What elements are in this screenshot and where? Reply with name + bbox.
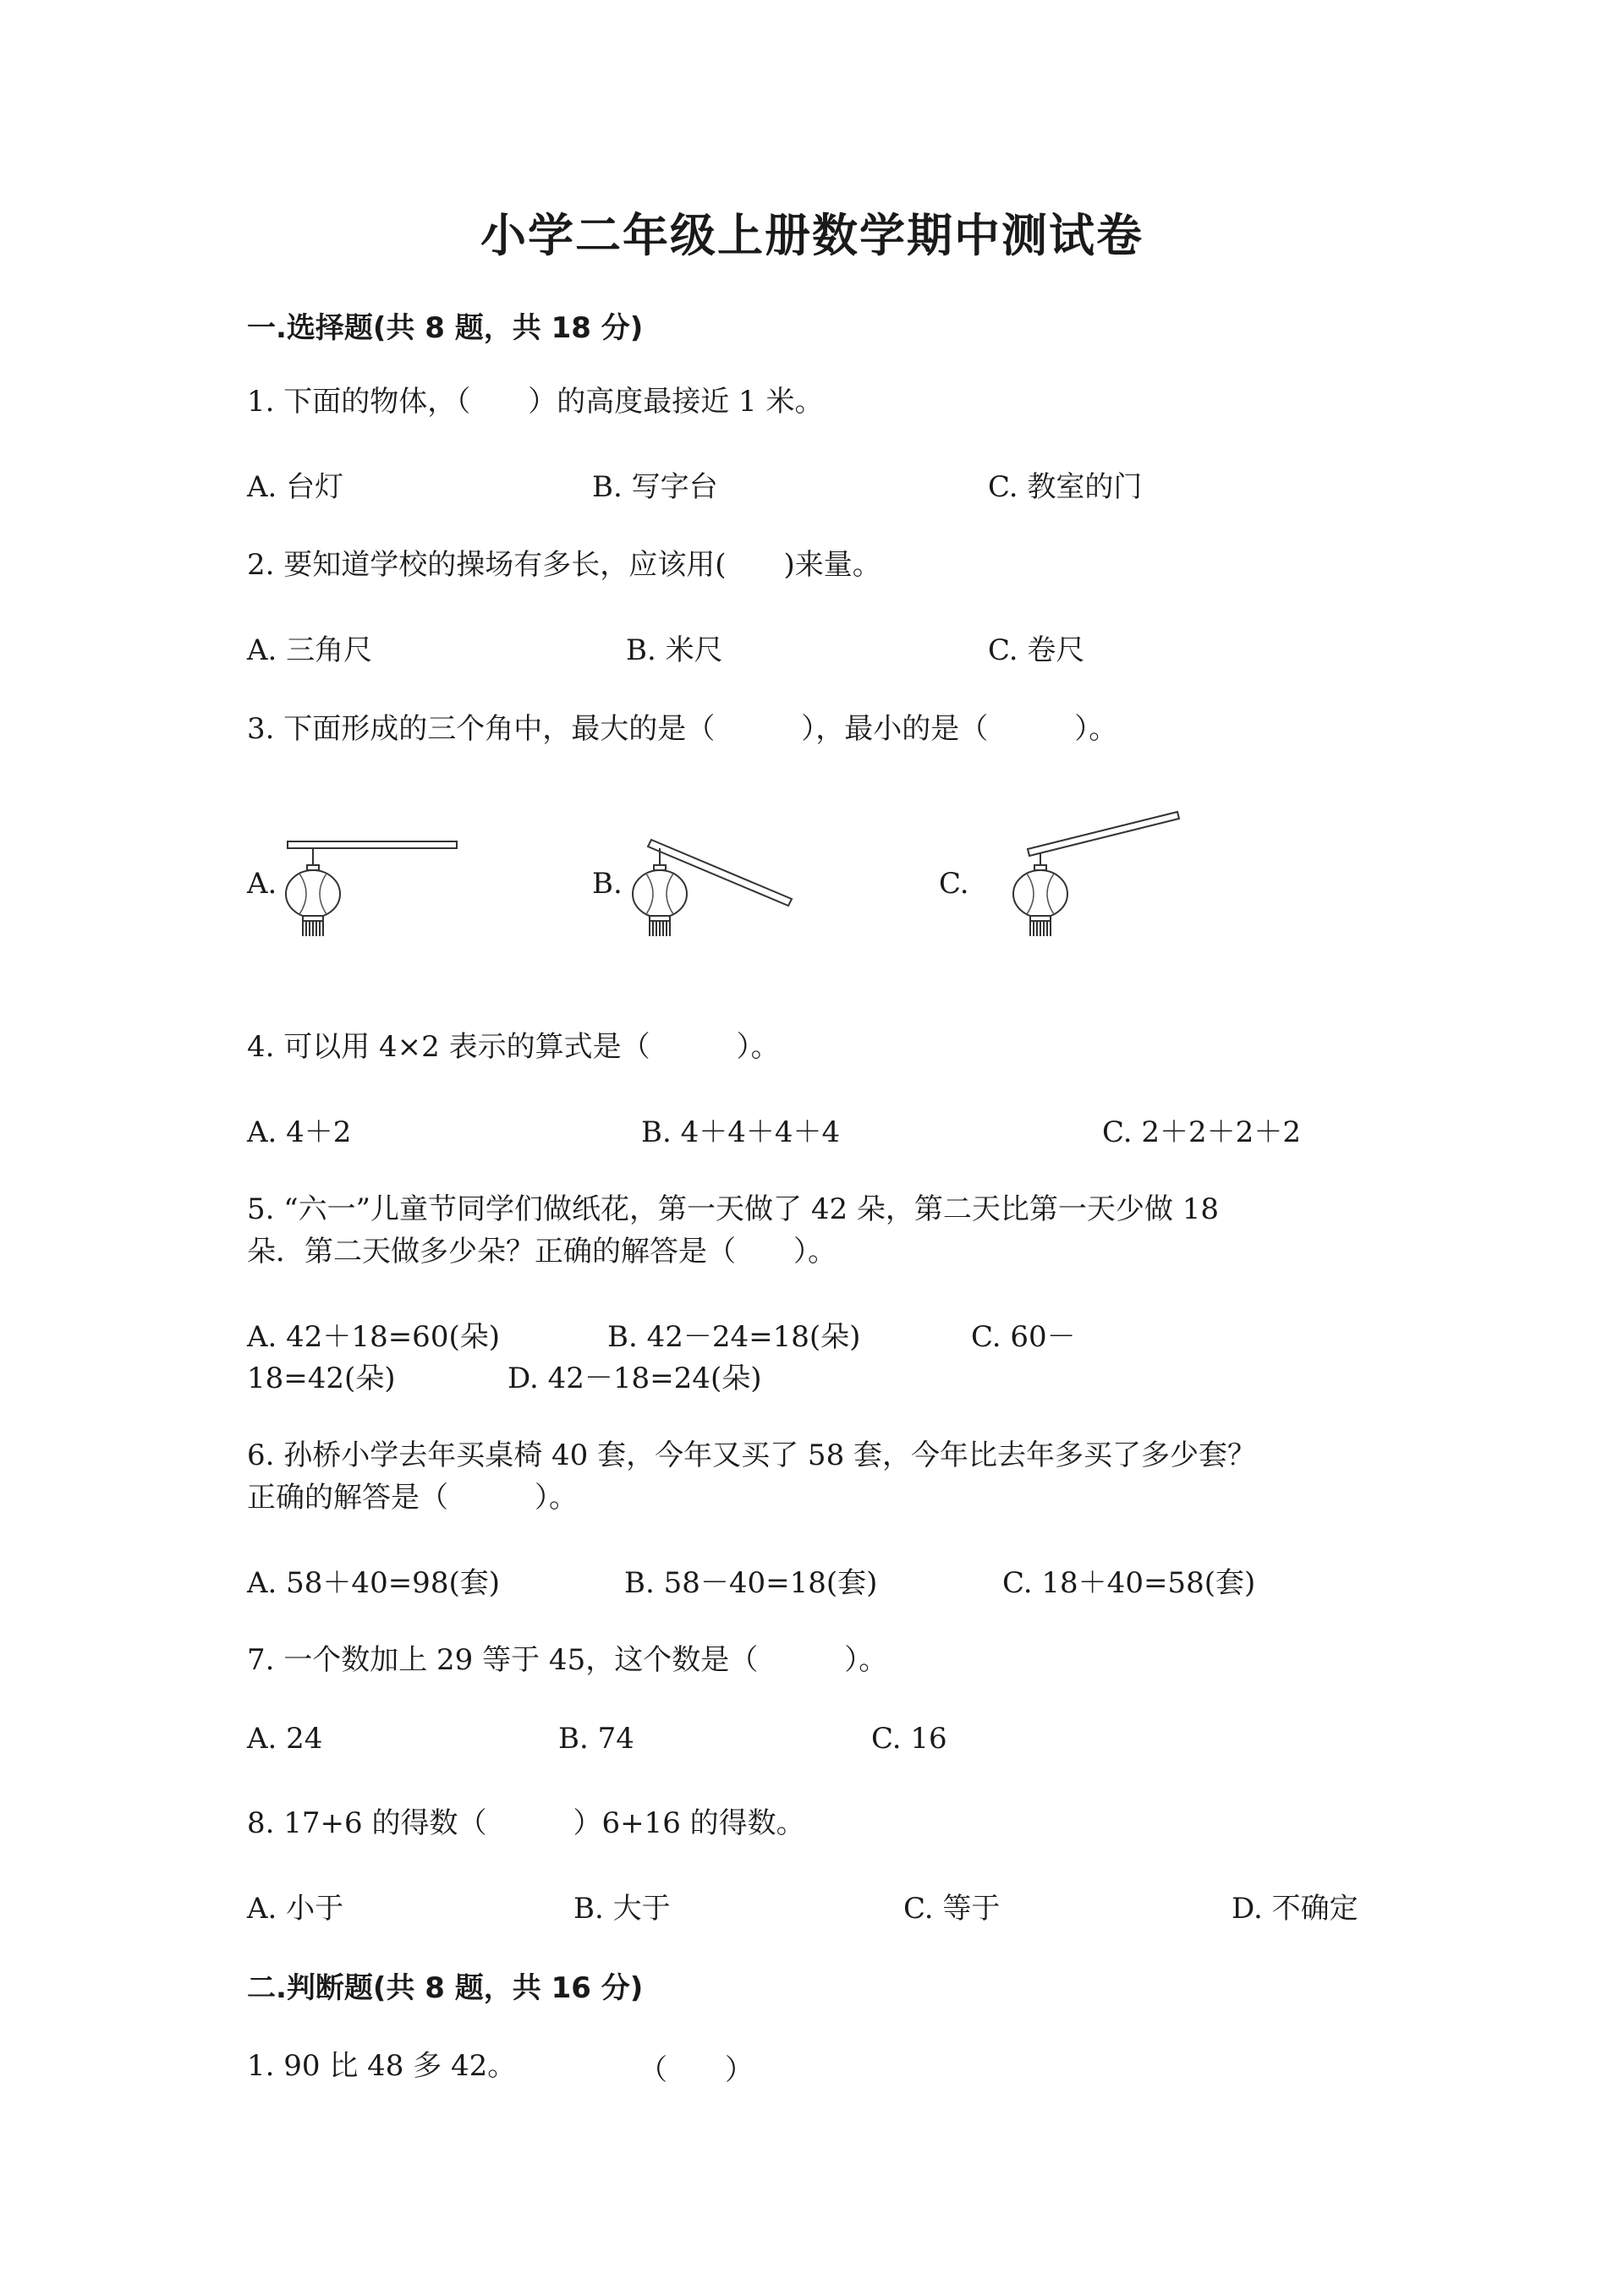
tf-question-1-answer-blank[interactable]: （ ）: [639, 2053, 754, 2087]
question-4: 4. 可以用 4×2 表示的算式是（ ）。: [247, 1030, 780, 1064]
q8-option-a[interactable]: A. 小于: [247, 1892, 344, 1926]
q2-option-a[interactable]: A. 三角尺: [247, 633, 373, 667]
q4-option-c[interactable]: C. 2＋2＋2＋2: [1102, 1115, 1301, 1149]
question-6-line-1: 6. 孙桥小学去年买桌椅 40 套，今年又买了 58 套，今年比去年多买了多少套？: [247, 1438, 1257, 1472]
q7-option-c[interactable]: C. 16: [871, 1722, 947, 1756]
q6-option-a[interactable]: A. 58＋40=98(套): [247, 1566, 500, 1600]
question-7: 7. 一个数加上 29 等于 45，这个数是（ ）。: [247, 1643, 888, 1677]
question-5-line-1: 5. “六一”儿童节同学们做纸花，第一天做了 42 朵，第二天比第一天少做 18: [247, 1192, 1219, 1226]
q3-option-a[interactable]: A.: [247, 867, 277, 901]
lantern-icon: [617, 825, 812, 951]
q8-option-d[interactable]: D. 不确定: [1232, 1892, 1358, 1926]
q6-option-b[interactable]: B. 58－40=18(套): [624, 1566, 878, 1600]
q7-option-a[interactable]: A. 24: [247, 1722, 323, 1756]
q5-option-c-continued[interactable]: 18=42(朵): [247, 1362, 396, 1395]
lantern-icon: [981, 803, 1193, 951]
q1-option-b[interactable]: B. 写字台: [592, 470, 718, 504]
q5-option-d[interactable]: D. 42－18=24(朵): [508, 1362, 762, 1395]
q7-option-b[interactable]: B. 74: [558, 1722, 634, 1756]
q5-option-b[interactable]: B. 42－24=18(朵): [607, 1320, 861, 1354]
question-2: 2. 要知道学校的操场有多长，应该用( )来量。: [247, 548, 881, 582]
lantern-icon: [271, 825, 465, 951]
section-heading-choice: 一.选择题(共 8 题，共 18 分): [247, 311, 644, 345]
q1-option-c[interactable]: C. 教室的门: [988, 470, 1143, 504]
q3-option-b[interactable]: B.: [592, 867, 623, 901]
q4-option-a[interactable]: A. 4＋2: [247, 1115, 352, 1149]
q5-option-c[interactable]: C. 60－: [971, 1320, 1076, 1354]
q8-option-b[interactable]: B. 大于: [573, 1892, 671, 1926]
question-8: 8. 17+6 的得数（ ）6+16 的得数。: [247, 1806, 805, 1840]
q2-option-c[interactable]: C. 卷尺: [988, 633, 1085, 667]
question-1: 1. 下面的物体，（ ）的高度最接近 1 米。: [247, 385, 824, 419]
question-5-line-2: 朵．第二天做多少朵？正确的解答是（ ）。: [247, 1235, 837, 1269]
q8-option-c[interactable]: C. 等于: [903, 1892, 1001, 1926]
page-title: 小学二年级上册数学期中测试卷: [480, 209, 1144, 262]
question-3: 3. 下面形成的三个角中，最大的是（ ），最小的是（ ）。: [247, 712, 1118, 746]
q5-option-a[interactable]: A. 42＋18=60(朵): [247, 1320, 500, 1354]
section-heading-true-false: 二.判断题(共 8 题，共 16 分): [247, 1971, 644, 2005]
tf-question-1: 1. 90 比 48 多 42。: [247, 2049, 517, 2083]
q3-option-c[interactable]: C.: [939, 867, 969, 901]
q2-option-b[interactable]: B. 米尺: [626, 633, 723, 667]
q1-option-a[interactable]: A. 台灯: [247, 470, 344, 504]
question-6-line-2: 正确的解答是（ ）。: [247, 1481, 578, 1515]
q4-option-b[interactable]: B. 4＋4＋4＋4: [641, 1115, 841, 1149]
q6-option-c[interactable]: C. 18＋40=58(套): [1002, 1566, 1256, 1600]
